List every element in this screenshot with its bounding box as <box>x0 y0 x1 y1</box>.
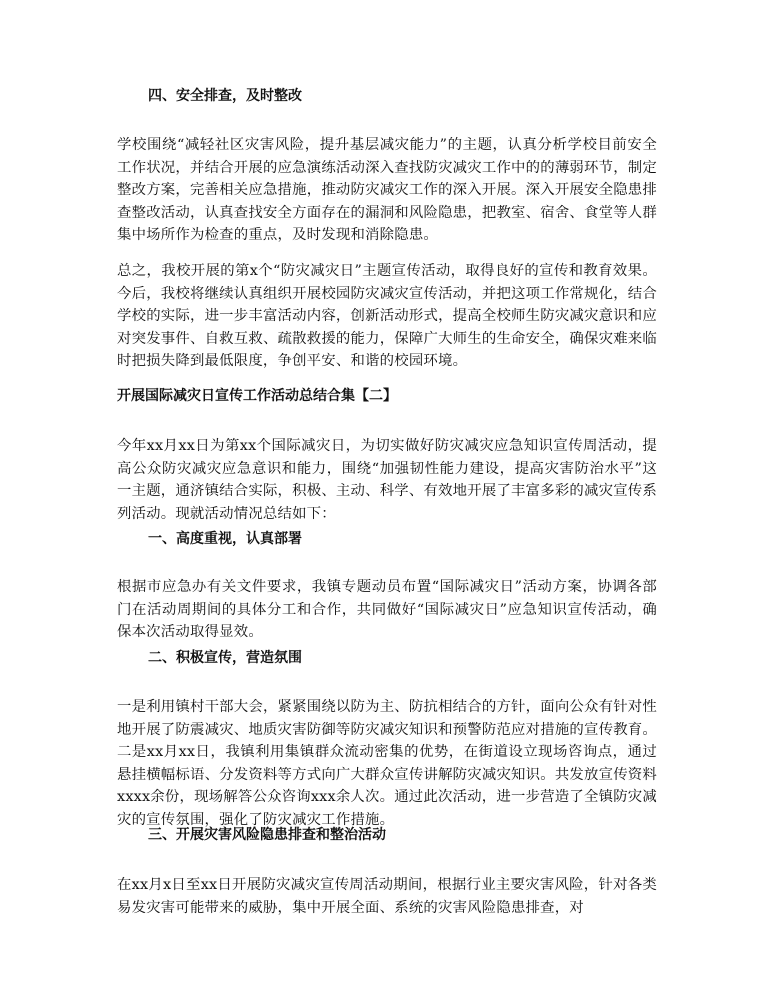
heading-publicity: 二、积极宣传，营造氛围 <box>148 650 302 666</box>
paragraph-publicity: 一是利用镇村干部大会，紧紧围绕以防为主、防抗相结合的方针，面向公众有针对性地开展了防震减灾、地质灾害防御等防灾减灾知识和预警防范应对措施的宣传教育。二是xx月xx日，我镇利用集镇群众流动密集的优势，在街道设立现场咨询点，通过悬挂横幅标语、分发资料等方式向广大群众宣传讲解防灾减灾知识。共发放宣传资料xxxx余份，现场解答公众咨询xxx余人次。通过此次活动，进一步营造了全镇防灾减灾的宣传氛围，强化了防灾减灾工作措施。 <box>117 699 657 828</box>
heading-safety-check: 四、安全排查，及时整改 <box>148 88 302 104</box>
heading-risk-investigation: 三、开展灾害风险隐患排查和整治活动 <box>148 827 386 843</box>
paragraph-risk-investigation: 在xx月x日至xx日开展防灾减灾宣传周活动期间，根据行业主要灾害风险，针对各类易发灾害可能带来的威胁，集中开展全面、系统的灾害风险隐患排查，对 <box>117 877 657 916</box>
heading-attention-deployment: 一、高度重视，认真部署 <box>148 531 302 547</box>
paragraph-safety-check: 学校围绕“减轻社区灾害风险，提升基层减灾能力”的主题，认真分析学校目前安全工作状况，并结合开展的应急演练活动深入查找防灾减灾工作中的的薄弱环节，制定整改方案，完善相关应急措施，推动防灾减灾工作的深入开展。深入开展安全隐患排查整改活动，认真查找安全方面存在的漏洞和风险隐患，把教室、宿舍、食堂等人群集中场所作为检查的重点，及时发现和消除隐患。 <box>117 137 657 244</box>
section-title-2: 开展国际减灾日宣传工作活动总结合集【二】 <box>117 388 397 404</box>
paragraph-intro-2: 今年xx月xx日为第xx个国际减灾日，为切实做好防灾减灾应急知识宣传周活动，提高公众防灾减灾应急意识和能力，围绕“加强韧性能力建设，提高灾害防治水平”这一主题，通济镇结合实际，积极、主动、科学、有效地开展了丰富多彩的减灾宣传系列活动。现就活动情况总结如下： <box>117 438 657 522</box>
paragraph-summary: 总之，我校开展的第x个“防灾减灾日”主题宣传活动，取得良好的宣传和教育效果。今后，我校将继续认真组织开展校园防灾减灾宣传活动，并把这项工作常规化，结合学校的实际，进一步丰富活动内容，创新活动形式，提高全校师生防灾减灾意识和应对突发事件、自救互救、疏散救援的能力，保障广大师生的生命安全，确保灾难来临时把损失降到最低限度，争创平安、和谐的校园环境。 <box>117 263 657 370</box>
paragraph-attention-deployment: 根据市应急办有关文件要求，我镇专题动员布置“国际减灾日”活动方案，协调各部门在活动周期间的具体分工和合作，共同做好“国际减灾日”应急知识宣传活动，确保本次活动取得显效。 <box>117 579 657 641</box>
